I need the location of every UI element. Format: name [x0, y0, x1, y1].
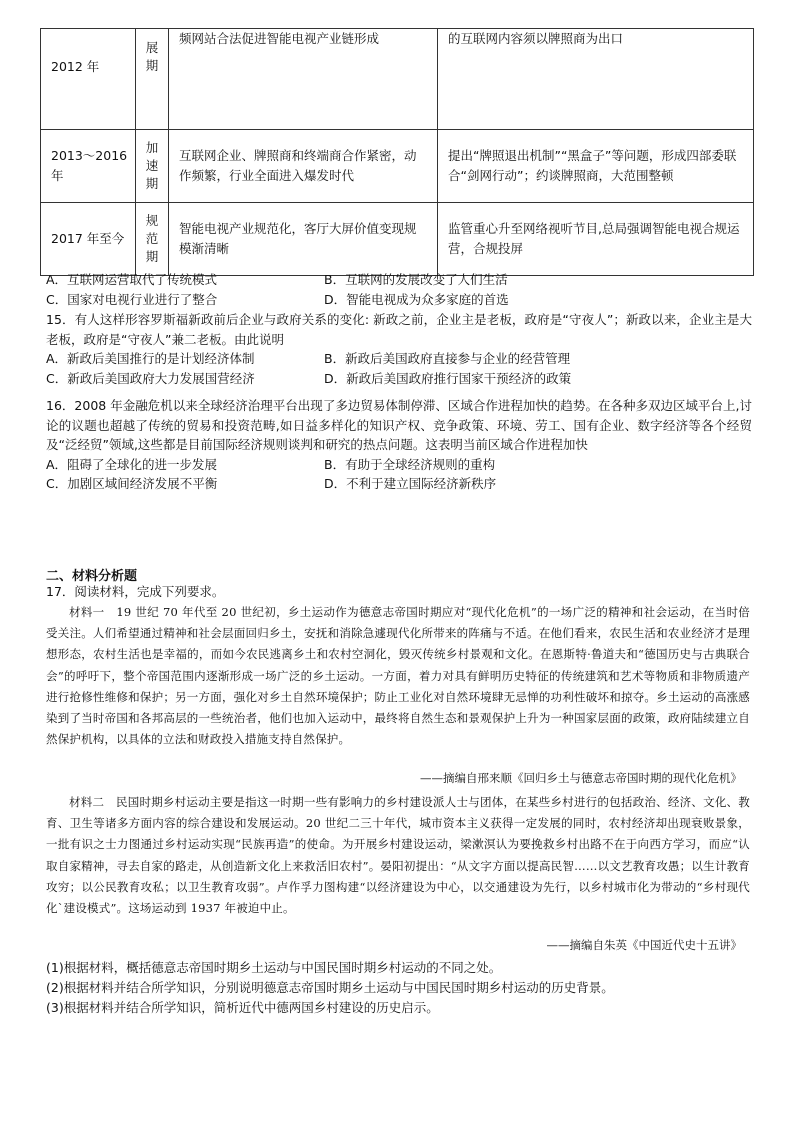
material-two: 材料二 民国时期乡村运动主要是指这一时期一些有影响力的乡村建设派人士与团体，在某些乡村进行的包括政治、经济、文化、教育、卫生等诸多方面内容的综合建设和发展运动。20 世纪二三十年代，城市资本主义获得一定发展的同时，农村经济却出现衰败景象，一批有识之士力图通过乡村运动实现“民族再造”的使命。为开展乡村建设运动，梁漱溟认为要挽救乡村出路不在于向西方学习，而应“认取自家精神，寻去自家的路走，从创造新文化上来救活旧农村”。晏阳初提出：“从文字方面以提高民智……以文艺教育攻愚；以生计教育攻穷；以公民教育攻私；以卫生教育攻弱”。卢作孚力图构建“以经济建设为中心，以交通建设为先行，以乡村城市化为带动的“乡村现代化`建设模式”。这场运动到 1937 年被迫中止。 — [46, 795, 750, 916]
table-cell-year: 2017 年至今 — [41, 203, 136, 276]
table-cell-year: 2012 年 — [41, 29, 136, 130]
question-16 — [46, 396, 752, 494]
section-title: 二、材料分析题 — [46, 569, 138, 584]
sub-question-2: (2)根据材料并结合所学知识，分别说明德意志帝国时期乡土运动与中国民国时期乡村运动的历史背景。 — [46, 980, 614, 995]
option-a: A．互联网运营取代了传统模式 — [46, 272, 218, 287]
question-stem: 15．有人这样形容罗斯福新政前后企业与政府关系的变化: 新政之前，企业主是老板，政府是“守夜人”；新政以来，企业主是大老板，政府是“守夜人”兼二老板。由此说明 — [46, 312, 752, 347]
option-c: C．国家对电视行业进行了整合 — [46, 291, 218, 307]
table-cell-stage: 规范期 — [136, 203, 169, 276]
table-row — [41, 130, 754, 203]
table-cell-industry: 频网站合法促进智能电视产业链形成 — [169, 29, 438, 130]
table-cell-industry: 互联网企业、牌照商和终端商合作紧密，动作频繁，行业全面进入爆发时代 — [169, 130, 438, 203]
question-15 — [46, 310, 752, 388]
option-a: A．新政后美国推行的是计划经济体制 — [46, 351, 255, 366]
question-stem: 16．2008 年金融危机以来全球经济治理平台出现了多边贸易体制停滞、区域合作进程加快的趋势。在各种多双边区域平台上,讨论的议题也超越了传统的贸易和投资范畴,如日益多样化的知识产权、竞争政策、环境、劳工、国有企业、数字经济等各个经贸及“泛经贸”领域,这些都是目前国际经济规则谈判和研究的热点问题。这表明当前区域合作进程加快 — [46, 398, 752, 452]
table-cell-policy: 的互联网内容须以牌照商为出口 — [438, 29, 754, 130]
option-c: C．新政后美国政府大力发展国营经济 — [46, 370, 255, 386]
material-one: 材料一 19 世纪 70 年代至 20 世纪初，乡土运动作为德意志帝国时期应对“现代化危机”的一场广泛的精神和社会运动，在当时倍受关注。人们希望通过精神和社会层面回归乡土，安抚和消除急遽现代化所带来的阵痛与不适。在他们看来，农民生活和农业经济才是理想形态，农村生活也是幸福的，而如今农民逃离乡土和农村空洞化，毁灭传统乡村景观和文化。在恩斯特·鲁道夫和“德国历史与古典联合会”的呼吁下，整个帝国范围内逐渐形成一场广泛的乡土运动。一方面，着力对具有鲜明历史特征的传统建筑和艺术等物质和非物质遗产进行抢修性维修和保护；另一方面，强化对乡土自然环境保护；防止工业化对自然环境肆无忌惮的功利性破坏和掠夺。乡土运动的高涨感染到了当时帝国和各邦高层的一些统治者，他们也加入运动中，最终将自然生态和景观保护上升为一种国家层面的政策，政府陆续建立自然保护机构，以具体的立法和财政投入措施支持自然保护。 — [46, 605, 750, 747]
option-b: B．有助于全球经济规则的重构 — [324, 456, 496, 472]
table-row — [41, 29, 754, 130]
option-d: D．不利于建立国际经济新秩序 — [324, 476, 497, 491]
table-cell-stage: 展期 — [136, 29, 169, 130]
timeline-table — [40, 28, 754, 276]
option-d: D．智能电视成为众多家庭的首选 — [324, 291, 509, 307]
material-one-source: ——摘编自邢来顺《回归乡土与德意志帝国时期的现代化危机》 — [420, 771, 742, 785]
table-row — [41, 203, 754, 276]
option-a: A．阻碍了全球化的进一步发展 — [46, 456, 218, 472]
question-17-intro: 17．阅读材料，完成下列要求。 — [46, 584, 225, 599]
table-cell-policy: 提出“牌照退出机制”“黑盒子”等问题，形成四部委联合“剑网行动”；约谈牌照商，大范围整顿 — [438, 130, 754, 203]
table-cell-industry: 智能电视产业规范化，客厅大屏价值变现规模渐清晰 — [169, 203, 438, 276]
option-c: C．加剧区域间经济发展不平衡 — [46, 476, 218, 491]
material-two-source: ——摘编自朱英《中国近代史十五讲》 — [546, 938, 742, 952]
question-14-options — [46, 270, 752, 309]
table-cell-year: 2013～2016 年 — [41, 130, 136, 203]
table-cell-policy: 监管重心升至网络视听节目,总局强调智能电视合规运营，合规投屏 — [438, 203, 754, 276]
table-cell-stage: 加速期 — [136, 130, 169, 203]
option-b: B．新政后美国政府直接参与企业的经营管理 — [324, 351, 571, 366]
sub-question-3: (3)根据材料并结合所学知识，简析近代中德两国乡村建设的历史启示。 — [46, 1000, 439, 1015]
option-d: D．新政后美国政府推行国家干预经济的政策 — [324, 370, 572, 386]
option-b: B．互联网的发展改变了人们生活 — [324, 272, 508, 287]
sub-question-1: (1)根据材料，概括德意志帝国时期乡土运动与中国民国时期乡村运动的不同之处。 — [46, 960, 502, 975]
